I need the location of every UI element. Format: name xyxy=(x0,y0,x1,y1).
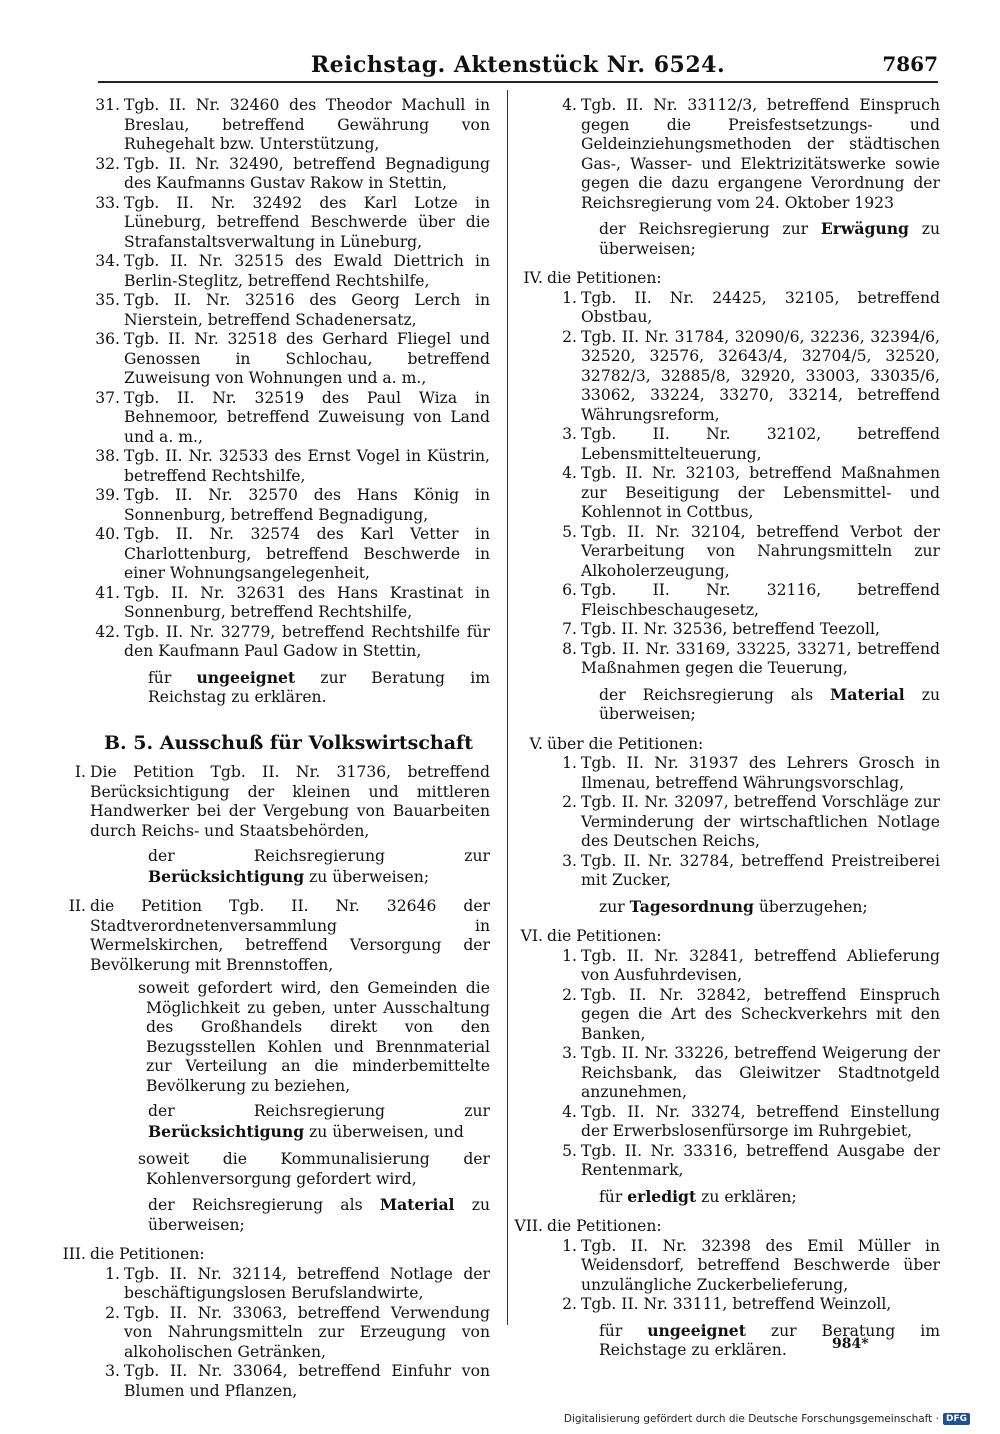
group-IV-list xyxy=(515,289,940,679)
item-number: 42. xyxy=(95,622,120,641)
petition-group-IV: IV. die Petitionen: xyxy=(523,269,662,287)
page-number: 7867 xyxy=(882,52,938,76)
item-number: 3. xyxy=(105,1362,120,1380)
petition-group-VI: VI. die Petitionen: xyxy=(520,927,662,945)
item-number: 2. xyxy=(562,327,577,346)
item-number: 33. xyxy=(95,193,120,212)
item-number: 38. xyxy=(95,447,120,465)
item-text: Tgb. II. Nr. 31784, 32090/6, 32236, 32394/6, 32520, 32576, 32643/4, 32704/5, 32520, 32782/3, 32885/8, 32920, 33003, 33035/6, 33062, 33224, 33270, 33214, betreffend Währungsreform, xyxy=(581,327,940,424)
list-item xyxy=(58,252,490,291)
item-number: 41. xyxy=(95,583,120,602)
item-number: 31. xyxy=(95,96,120,114)
list-item xyxy=(515,1103,940,1142)
item-number: 6. xyxy=(562,581,577,599)
item-text: Tgb. II. Nr. 33064, betreffend Einfuhr von Blumen und Pflanzen, xyxy=(124,1362,490,1400)
list-item xyxy=(515,464,940,523)
list-item xyxy=(515,986,940,1045)
header-rule xyxy=(98,81,938,83)
item-number: 1. xyxy=(562,1236,577,1255)
list-item xyxy=(58,96,490,155)
item-text: Tgb. II. Nr. 32631 des Hans Krastinat in Sonnenburg, betreffend Rechtshilfe, xyxy=(124,583,490,621)
item-number: 35. xyxy=(95,291,120,309)
decision-unsuitable: für ungeeignet zur Beratung im Reichstag zu erklären. xyxy=(148,667,490,706)
item-text: Tgb. II. Nr. 32842, betreffend Einspruch gegen die Art des Scheckverkehrs mit den Banken, xyxy=(581,985,940,1043)
item-text: Tgb. II. Nr. 32533 des Ernst Vogel in Küstrin, betreffend Rechtshilfe, xyxy=(124,447,490,485)
item-number: 4. xyxy=(562,464,577,482)
petition-I: I. Die Petition Tgb. II. Nr. 31736, betreffend Berücksichtigung der kleinen und mittleren Handwerker bei der Vergebung von Bauarbeiten durch Reichs- und Staatsbehörden, xyxy=(74,763,490,840)
list-item xyxy=(58,447,490,486)
item-text: Tgb. II. Nr. 32097, betreffend Vorschläge zur Verminderung der wirtschaftlichen Notlage des Deutschen Reichs, xyxy=(581,793,940,850)
petition-II: II. die Petition Tgb. II. Nr. 32646 der Stadtverordnetenversammlung in Wermelskirchen, betreffend Versorgung der Bevölkerung mit Brennstoffen, xyxy=(68,897,490,974)
item-number: 3. xyxy=(562,851,577,870)
decision-I: der Reichsregierung zur Berücksichtigung zu überweisen; xyxy=(148,847,490,886)
list-item xyxy=(58,330,490,389)
item-number: 5. xyxy=(562,522,577,541)
list-item xyxy=(58,155,490,194)
list-item xyxy=(515,852,940,891)
item-text: Tgb. II. Nr. 32103, betreffend Maßnahmen zur Beseitigung der Lebensmittel- und Kohlennot in Cottbus, xyxy=(581,464,940,521)
list-item xyxy=(515,640,940,679)
footer-credit xyxy=(564,1413,970,1425)
decision-III: der Reichsregierung zur Erwägung zu überweisen; xyxy=(599,219,941,258)
item-number: 1. xyxy=(562,754,577,772)
group-III-list xyxy=(58,1265,490,1402)
item-text: Tgb. II. Nr. 32516 des Georg Lerch in Nierstein, betreffend Schadenersatz, xyxy=(124,291,490,329)
item-number: 37. xyxy=(95,388,120,407)
item-text: Tgb. II. Nr. 32784, betreffend Preistreiberei mit Zucker, xyxy=(581,851,940,889)
item-number: 39. xyxy=(95,486,120,504)
petition-group-VII: VII. die Petitionen: xyxy=(514,1217,662,1235)
item-text: Tgb. II. Nr. 33316, betreffend Ausgabe der Rentenmark, xyxy=(581,1141,940,1179)
petition-group-V: V. über die Petitionen: xyxy=(529,734,704,753)
section-heading: B. 5. Ausschuß für Volkswirtschaft xyxy=(104,731,473,754)
list-item xyxy=(515,754,940,793)
list-item xyxy=(515,523,940,582)
item-text: Tgb. II. Nr. 32492 des Karl Lotze in Lüneburg, betreffend Beschwerde über die Strafanstaltsverwaltung in Lüneburg, xyxy=(124,193,490,251)
right-column xyxy=(515,96,940,1369)
item-number: 7. xyxy=(562,620,577,638)
header-title: Reichstag. Aktenstück Nr. 6524. xyxy=(310,52,726,78)
item-number: 5. xyxy=(562,1141,577,1160)
item-text: Tgb. II. Nr. 32518 des Gerhard Fliegel und Genossen in Schlochau, betreffend Zuweisung von Wohnungen und a. m., xyxy=(124,330,490,387)
page-signature: 984* xyxy=(832,1336,869,1352)
decision-IV: der Reichsregierung als Material zu überweisen; xyxy=(599,684,941,723)
list-item xyxy=(58,1304,490,1363)
item-text: Tgb. II. Nr. 33111, betreffend Weinzoll, xyxy=(581,1295,892,1313)
page-header xyxy=(98,52,938,82)
decision-II-2: der Reichsregierung als Material zu überweisen; xyxy=(148,1195,491,1234)
item-text: Tgb. II. Nr. 33274, betreffend Einstellung der Erwerbslosenfürsorge im Ruhrgebiet, xyxy=(581,1102,940,1140)
item-number: 4. xyxy=(562,1102,577,1121)
list-item xyxy=(515,1142,940,1181)
list-item xyxy=(515,1237,940,1296)
decision-II-1: der Reichsregierung zur Berücksichtigung zu überweisen, und xyxy=(148,1102,490,1141)
condition-II-1: soweit gefordert wird, den Gemeinden die Möglichkeit zu geben, unter Ausschaltung des Großhandels direkt von den Bezugsstellen Kohlen und Brennmaterial zur Verteilung an die minderbemittelte Bevölkerung zu beziehen, xyxy=(138,979,490,1095)
item-number: 40. xyxy=(95,525,120,543)
item-text: Tgb. II. Nr. 32398 des Emil Müller in Weidensdorf, betreffend Beschwerde über unzulängliche Zuckerbelieferung, xyxy=(581,1236,940,1294)
item-number: 8. xyxy=(562,639,577,658)
item-text: Tgb. II. Nr. 32114, betreffend Notlage der beschäftigungslosen Berufslandwirte, xyxy=(124,1264,490,1302)
list-item xyxy=(58,623,490,662)
item-number: 2. xyxy=(562,793,577,811)
item-number: 3. xyxy=(562,425,577,443)
item-number: 32. xyxy=(95,154,120,173)
list-item xyxy=(58,486,490,525)
group-VI-list xyxy=(515,947,940,1181)
list-item xyxy=(515,1044,940,1103)
dfg-logo-icon: DFG xyxy=(943,1413,970,1425)
item-text: Tgb. II. Nr. 32570 des Hans König in Sonnenburg, betreffend Begnadigung, xyxy=(124,486,490,524)
list-item xyxy=(515,425,940,464)
list-item xyxy=(58,194,490,253)
list-item xyxy=(58,1362,490,1401)
list-item xyxy=(515,581,940,620)
group-VII-list xyxy=(515,1237,940,1315)
list-item xyxy=(58,389,490,448)
item-text: Tgb. II. Nr. 32102, betreffend Lebensmittelteuerung, xyxy=(581,425,940,463)
left-column xyxy=(58,96,490,1401)
item-text: Tgb. II. Nr. 24425, 32105, betreffend Obstbau, xyxy=(581,288,940,326)
petition-group-III: III. die Petitionen: xyxy=(62,1245,205,1263)
list-item xyxy=(515,793,940,852)
list-item xyxy=(58,291,490,330)
item-number: 1. xyxy=(562,288,577,307)
column-divider xyxy=(507,90,508,1325)
condition-II-2: soweit die Kommunalisierung der Kohlenversorgung gefordert wird, xyxy=(138,1150,490,1188)
item-text: Tgb. II. Nr. 32519 des Paul Wiza in Behnemoor, betreffend Zuweisung von Land und a. m., xyxy=(124,388,490,446)
item-text: Tgb. II. Nr. 32841, betreffend Ablieferung von Ausfuhrdevisen, xyxy=(581,946,940,984)
item-text: Tgb. II. Nr. 32779, betreffend Rechtshilfe für den Kaufmann Paul Gadow in Stettin, xyxy=(124,622,490,660)
item-text: Tgb. II. Nr. 32116, betreffend Fleischbeschaugesetz, xyxy=(581,581,940,619)
list-item xyxy=(515,947,940,986)
item-number: 3. xyxy=(562,1044,577,1062)
item-number: 2. xyxy=(105,1303,120,1322)
group-V-list xyxy=(515,754,940,891)
item-text: Tgb. II. Nr. 32490, betreffend Begnadigung des Kaufmanns Gustav Rakow in Stettin, xyxy=(124,154,490,192)
list-item xyxy=(515,1295,940,1315)
list-item xyxy=(515,328,940,426)
item-text: Tgb. II. Nr. 32536, betreffend Teezoll, xyxy=(581,620,880,638)
item-text: Tgb. II. Nr. 33169, 33225, 33271, betreffend Maßnahmen gegen die Teuerung, xyxy=(581,639,940,677)
item-number: 2. xyxy=(562,1295,577,1313)
item-number: 1. xyxy=(562,946,577,965)
left-item-list xyxy=(58,96,490,662)
item-number: 36. xyxy=(95,330,120,348)
item-number: 34. xyxy=(95,252,120,270)
decision-VII: für ungeeignet zur Beratung im Reichstage zu erklären. xyxy=(599,1320,940,1359)
list-item xyxy=(515,289,940,328)
item-number: 1. xyxy=(105,1264,120,1283)
item-text: Tgb. II. Nr. 32574 des Karl Vetter in Charlottenburg, betreffend Beschwerde in einer Wohnungsangelegenheit, xyxy=(124,525,490,582)
footer-text: Digitalisierung gefördert durch die Deutsche Forschungsgemeinschaft · xyxy=(563,1413,939,1425)
decision-VI: für erledigt zu erklären; xyxy=(599,1186,797,1206)
list-item xyxy=(58,525,490,584)
item-text: Tgb. II. Nr. 31937 des Lehrers Grosch in Ilmenau, betreffend Währungsvorschlag, xyxy=(581,754,940,792)
item-text: Tgb. II. Nr. 32104, betreffend Verbot der Verarbeitung von Nahrungsmitteln zur Alkoholerzeugung, xyxy=(581,522,940,580)
list-item xyxy=(58,1265,490,1304)
item-text: Tgb. II. Nr. 33226, betreffend Weigerung der Reichsbank, das Gleiwitzer Stadtnotgeld anzunehmen, xyxy=(581,1044,940,1101)
list-item xyxy=(515,620,940,640)
item-text: Tgb. II. Nr. 33063, betreffend Verwendung von Nahrungsmitteln zur Erzeugung von alkoholischen Getränken, xyxy=(124,1303,490,1361)
list-item: 4. Tgb. II. Nr. 33112/3, betreffend Einspruch gegen die Preisfestsetzungs- und Geldeinziehungsmethoden der städtischen Gas-, Wasser- und Elektrizitätswerke sowie gegen die dazu ergangene Verordnung der Reichsregierung vom 24. Oktober 1923 xyxy=(562,96,940,212)
list-item xyxy=(58,584,490,623)
item-number: 2. xyxy=(562,985,577,1004)
item-text: Tgb. II. Nr. 32515 des Ewald Diettrich in Berlin-Steglitz, betreffend Rechtshilfe, xyxy=(124,252,490,290)
item-text: Tgb. II. Nr. 32460 des Theodor Machull in Breslau, betreffend Gewährung von Ruhegehalt bzw. Unterstützung, xyxy=(124,96,490,153)
decision-V: zur Tagesordnung überzugehen; xyxy=(599,896,868,916)
